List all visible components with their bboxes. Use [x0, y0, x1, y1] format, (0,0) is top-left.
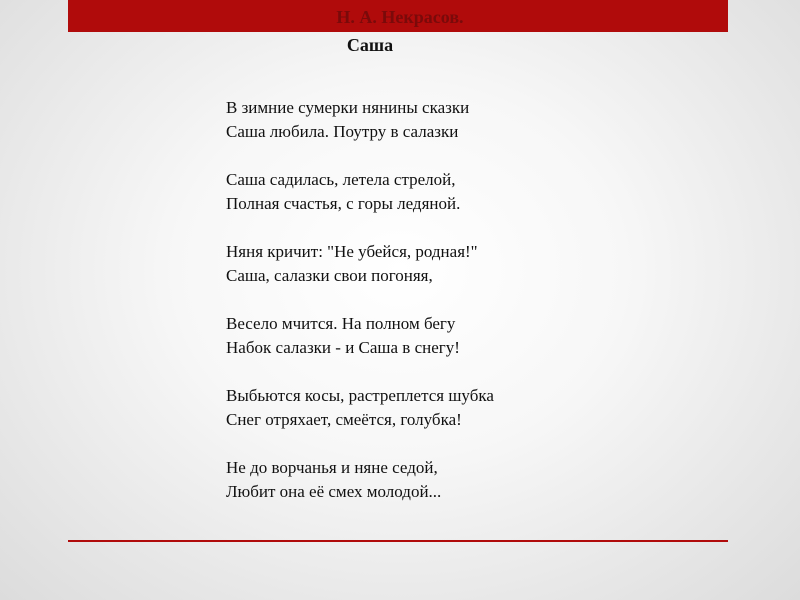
poem-line: Саша, салазки свои погоняя,	[226, 266, 433, 285]
poem-body	[226, 96, 706, 528]
stanza	[226, 168, 706, 216]
bottom-divider	[68, 540, 728, 542]
poem-line: Любит она её смех молодой...	[226, 482, 442, 501]
poem-line: Полная счастья, с горы ледяной.	[226, 194, 461, 213]
poem-line: Саша любила. Поутру в салазки	[226, 122, 459, 141]
stanza	[226, 384, 706, 432]
poem-line: Набок салазки - и Саша в снегу!	[226, 338, 460, 357]
poem-line: Саша садилась, летела стрелой,	[226, 170, 456, 189]
stanza	[226, 240, 706, 288]
stanza	[226, 312, 706, 360]
author-name: Н. А. Некрасов.	[336, 7, 464, 27]
stanza	[226, 456, 706, 504]
poem-line: Няня кричит: "Не убейся, родная!"	[226, 242, 478, 261]
poem-line: В зимние сумерки нянины сказки	[226, 98, 470, 117]
poem-title: Саша	[346, 35, 394, 55]
stanza	[226, 96, 706, 144]
poem-line: Выбьются косы, растреплется шубка	[226, 386, 494, 405]
poem-line: Весело мчится. На полном бегу	[226, 314, 456, 333]
poem-line: Не до ворчанья и няне седой,	[226, 458, 438, 477]
poem-line: Снег отряхает, смеётся, голубка!	[226, 410, 462, 429]
